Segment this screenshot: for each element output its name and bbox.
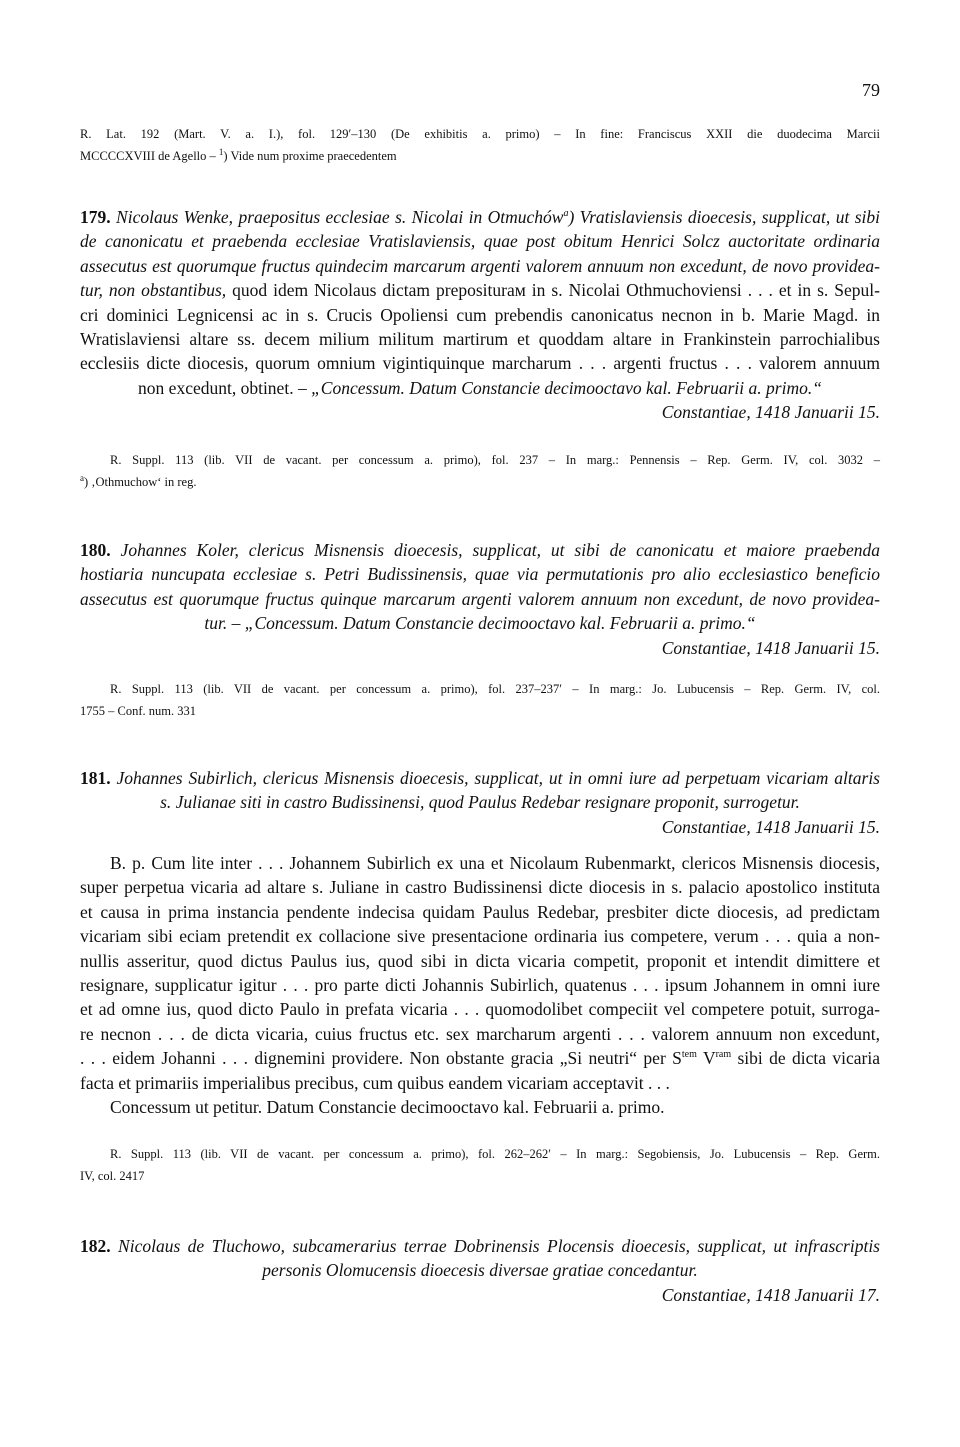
body-line: B. p. Cum lite inter . . . Johannem Subirlich ex una et Nicolaum Rubenmarkt, clericos Misnensis diocesis, bbox=[110, 853, 880, 873]
note-line: $^a$) ‚Othmuchow‘ in reg. bbox=[80, 472, 197, 489]
entry-181 bbox=[80, 766, 880, 839]
body-line: super perpetua vicaria ad altare s. Juliane in castro Budissinensi dicte diocesis in s. palacio apostolico instituta bbox=[80, 877, 880, 898]
page-number: 79 bbox=[862, 80, 880, 100]
note-line: R. Lat. 192 (Mart. V. a. I.), fol. 129′–130 (De exhibitis a. primo) – In fine: Franciscus XXII die duodecima Marcii bbox=[80, 127, 880, 141]
entry-line: ecclesiis dicte diocesis, quorum omnium vigintiquinque marcharum . . . argenti fructus . . . valorem annuum bbox=[80, 353, 880, 374]
entry-line: 180. Johannes Koler, clericus Misnensis dioecesis, supplicat, ut sibi de canonicatu et maiore praebenda bbox=[80, 540, 880, 560]
entry-line: 179. Nicolaus Wenke, praepositus ecclesiae s. Nicolai in Otmuchów$^a$) Vratislaviensis dioecesis, supplicat, ut sibi bbox=[80, 207, 880, 227]
entry-line: personis Olomucensis dioecesis diversae gratiae concedantur. bbox=[262, 1260, 698, 1281]
entry-182 bbox=[80, 1234, 880, 1307]
note-line: R. Suppl. 113 (lib. VII de vacant. per concessum a. primo), fol. 262–262′ – In marg.: Segobiensis, Jo. Lubucensis – Rep. Germ. bbox=[110, 1147, 880, 1161]
body-line: resignare, supplicatur igitur . . . pro parte dicti Johannis Subirlich, quatenus . . . ipsum Johannem in omni iure bbox=[80, 974, 880, 995]
body-line: facta et primariis imperialibus precibus, cum quibus eandem vicariam acceptavit . . . bbox=[80, 1072, 670, 1093]
entry-line: tur. – „Concessum. Datum Constancie decimooctavo kal. Februarii a. primo.“ bbox=[204, 613, 756, 634]
note-line: 1755 – Conf. num. 331 bbox=[80, 703, 196, 718]
entry-line: hostiaria nuncupata ecclesiae s. Petri Budissinensis, quae via permutationis pro alio ecclesiastico beneficio bbox=[80, 564, 880, 585]
note-180 bbox=[80, 679, 880, 722]
entry-line: Wratislaviensi altare ss. decem milium militum martirum et quoddam altare in Frankinstein parrochialibus bbox=[80, 328, 880, 349]
entry-number: 182. bbox=[80, 1236, 111, 1256]
body-line: re necnon . . . de dicta vicaria, cuius fructus etc. sex marcharum argenti . . . valorem annuum non excedunt, bbox=[80, 1023, 880, 1044]
place-date: Constantiae, 1418 Januarii 17. bbox=[661, 1284, 880, 1305]
entry-179 bbox=[80, 205, 880, 425]
place-date: Constantiae, 1418 Januarii 15. bbox=[661, 816, 880, 837]
entry-line: tur, non obstantibus, quod idem Nicolaus dictam prepositurам in s. Nicolai Othmuchoviensi . . . et in s. Sepul- bbox=[80, 280, 880, 301]
note-179 bbox=[80, 450, 880, 493]
entry-line: s. Julianae siti in castro Budissinensi, quod Paulus Redebar resignare proponit, surrogetur. bbox=[160, 792, 800, 813]
entry-line: 181. Johannes Subirlich, clericus Misnensis dioecesis, supplicat, ut in omni iure ad perpetuam vicariam altaris bbox=[80, 768, 880, 788]
concessum-line: Concessum ut petitur. Datum Constancie decimooctavo kal. Februarii a. primo. bbox=[110, 1096, 665, 1117]
note-178 bbox=[80, 124, 880, 167]
entry-line: cri dominici Legnicensi ac in s. Crucis Opoliensi cum prebendis canonicatus necnon in b. Marie Magd. in bbox=[80, 304, 880, 325]
entry-line: assecutus est quorumque fructus quinque marcarum argenti valorem annuum non excedunt, de novo providea- bbox=[80, 588, 880, 609]
note-line: IV, col. 2417 bbox=[80, 1168, 145, 1183]
body-line: nullis asseritur, quod dictus Paulus ius, quod sibi in dicta vicaria competit, proponit et intendit dimittere et bbox=[80, 950, 880, 971]
place-date: Constantiae, 1418 Januarii 15. bbox=[661, 637, 880, 658]
body-line: vicariam sibi eciam pretendit ex collacione sive presentacione ordinaria ius competere, verum . . . quia a non- bbox=[80, 926, 880, 947]
note-line: MCCCCXVIII de Agello – $^1$) Vide num proxime praecedentem bbox=[80, 146, 397, 163]
body-line: et causa in prima instancia pendente indecisa quidam Paulus Redebar, presbiter dicte diocesis, ad predictam bbox=[80, 901, 880, 922]
body-line: . . . eidem Johanni . . . dignemini providere. Non obstante gracia „Si neutri“ per $S^{tem}$ $V^{ram}$ sibi de dicta vicaria bbox=[80, 1048, 880, 1069]
entry-line: non excedunt, obtinet. – „Concessum. Datum Constancie decimooctavo kal. Februarii a. primo.“ bbox=[138, 377, 822, 398]
entry-181-body bbox=[80, 851, 880, 1119]
place-date: Constantiae, 1418 Januarii 15. bbox=[661, 402, 880, 423]
entry-number: 181. bbox=[80, 768, 111, 788]
entry-line: 182. Nicolaus de Tluchowo, subcamerarius terrae Dobrinensis Plocensis dioecesis, supplicat, ut infrascriptis bbox=[80, 1236, 880, 1256]
note-line: R. Suppl. 113 (lib. VII de vacant. per concessum a. primo), fol. 237 – In marg.: Pennensis – Rep. Germ. IV, col. 3032 – bbox=[110, 453, 880, 467]
note-line: R. Suppl. 113 (lib. VII de vacant. per concessum a. primo), fol. 237–237′ – In marg.: Jo. Lubucensis – Rep. Germ. IV, col. bbox=[110, 682, 880, 696]
entry-number: 180. bbox=[80, 540, 111, 560]
entry-180 bbox=[80, 538, 880, 660]
entry-number: 179. bbox=[80, 207, 111, 227]
body-line: et ad omne ius, quod dicto Paulo in prefata vicaria . . . quomodolibet compeciit vel competere potuit, surroga- bbox=[80, 999, 880, 1020]
note-181 bbox=[80, 1144, 880, 1187]
entry-line: assecutus est quorumque fructus quindecim marcarum argenti valorem annuum non excedunt, de novo providea- bbox=[80, 255, 880, 276]
entry-line: de canonicatu et praebenda ecclesiae Vratislaviensis, quae post obitum Henrici Solcz auctoritate ordinaria bbox=[80, 231, 880, 252]
